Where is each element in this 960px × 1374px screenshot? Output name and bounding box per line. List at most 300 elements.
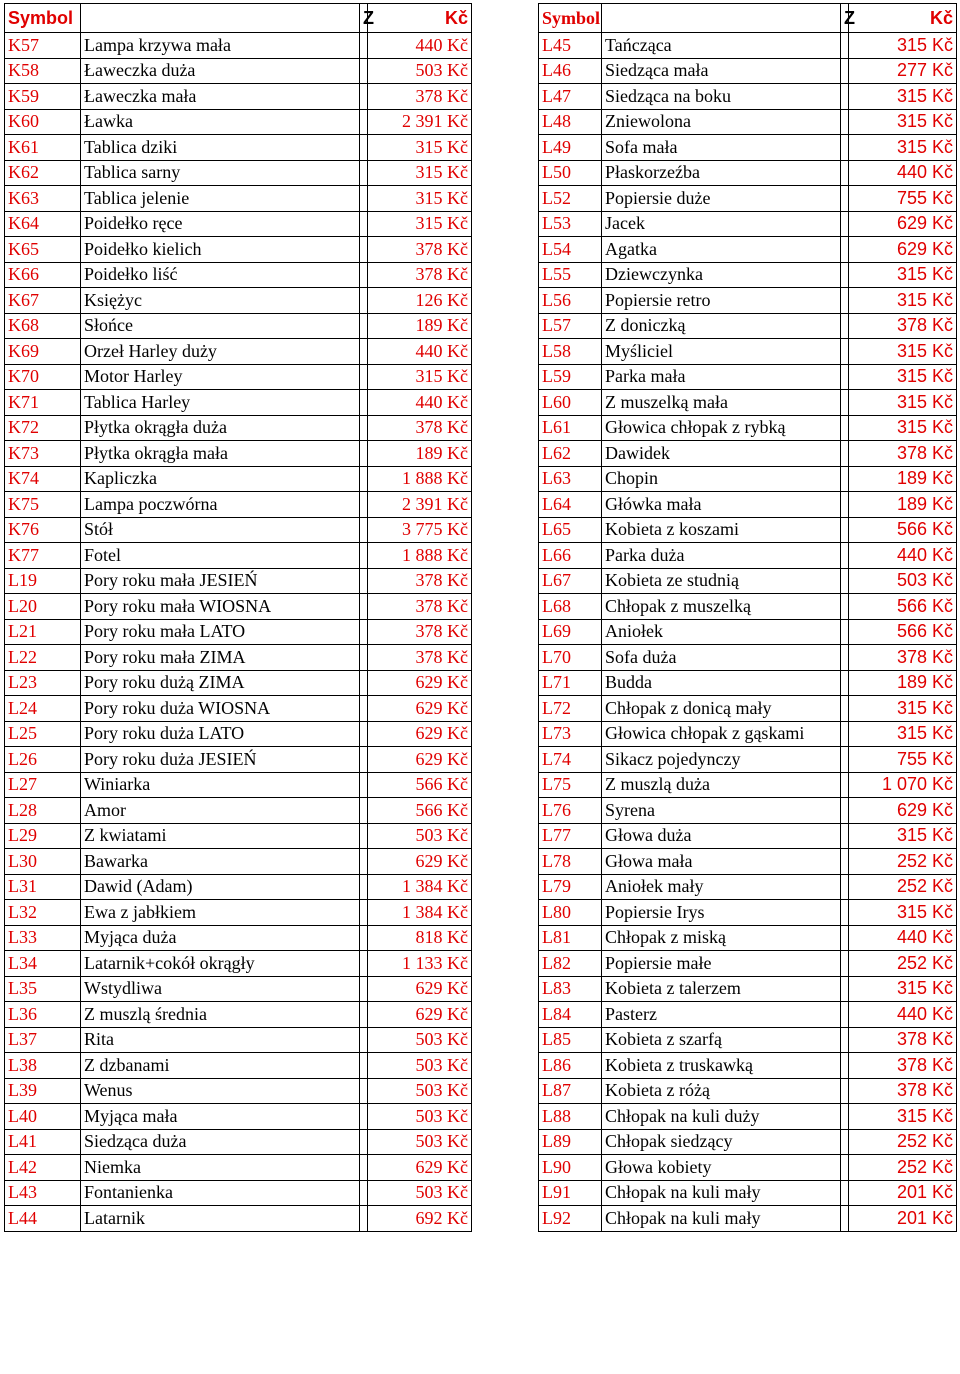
item-code: L20 [5, 594, 81, 620]
item-price: 277 Kč [849, 58, 957, 84]
item-code: L40 [5, 1104, 81, 1130]
item-spacer [841, 33, 849, 59]
item-name: Pory roku mała ZIMA [81, 645, 360, 671]
item-price: 315 Kč [368, 135, 472, 161]
item-code: L78 [539, 849, 602, 875]
table-row [5, 670, 472, 696]
item-name: Dawid (Adam) [81, 874, 360, 900]
item-name: Pory roku mała JESIEŃ [81, 568, 360, 594]
item-code: L75 [539, 772, 602, 798]
item-name: Z kwiatami [81, 823, 360, 849]
item-code: L86 [539, 1053, 602, 1079]
item-name: Tablica Harley [81, 390, 360, 416]
table-row [539, 492, 957, 518]
item-code: L25 [5, 721, 81, 747]
item-name: Winiarka [81, 772, 360, 798]
item-price: 315 Kč [368, 364, 472, 390]
item-code: K77 [5, 543, 81, 569]
item-price: 189 Kč [368, 441, 472, 467]
table-row [5, 976, 472, 1002]
item-price: 1 070 Kč [849, 772, 957, 798]
item-name: Głowica chłopak z gąskami [602, 721, 841, 747]
item-price: 503 Kč [368, 1053, 472, 1079]
item-price: 252 Kč [849, 849, 957, 875]
item-spacer [841, 492, 849, 518]
item-name: Chłopak na kuli duży [602, 1104, 841, 1130]
item-name: Wenus [81, 1078, 360, 1104]
item-code: L50 [539, 160, 602, 186]
item-name: Popiersie Irys [602, 900, 841, 926]
item-price: 566 Kč [849, 619, 957, 645]
table-row [5, 288, 472, 314]
item-code: K69 [5, 339, 81, 365]
item-price: 566 Kč [368, 772, 472, 798]
item-price: 2 391 Kč [368, 109, 472, 135]
item-price: 189 Kč [849, 466, 957, 492]
item-spacer [360, 390, 368, 416]
item-name: Popiersie retro [602, 288, 841, 314]
table-row [5, 84, 472, 110]
item-price: 692 Kč [368, 1206, 472, 1232]
item-name: Pory roku duża WIOSNA [81, 696, 360, 722]
item-code: L73 [539, 721, 602, 747]
table-row [5, 390, 472, 416]
item-price: 629 Kč [368, 747, 472, 773]
table-row [539, 441, 957, 467]
table-row [539, 1104, 957, 1130]
item-spacer [360, 237, 368, 263]
item-code: K66 [5, 262, 81, 288]
header-name [81, 4, 360, 33]
item-price: 440 Kč [368, 339, 472, 365]
table-row [539, 1180, 957, 1206]
item-code: L76 [539, 798, 602, 824]
item-name: Fontanienka [81, 1180, 360, 1206]
item-code: L39 [5, 1078, 81, 1104]
item-name: Głowa duża [602, 823, 841, 849]
item-price: 818 Kč [368, 925, 472, 951]
table-row [5, 849, 472, 875]
item-price: 378 Kč [368, 415, 472, 441]
item-price: 378 Kč [849, 1053, 957, 1079]
item-name: Kobieta z różą [602, 1078, 841, 1104]
item-spacer [360, 58, 368, 84]
table-row [539, 1053, 957, 1079]
item-price: 315 Kč [849, 1104, 957, 1130]
table-row [539, 849, 957, 875]
item-spacer [360, 976, 368, 1002]
header-currency: Kč [849, 4, 957, 33]
item-spacer [841, 390, 849, 416]
item-name: Kobieta z truskawką [602, 1053, 841, 1079]
item-spacer [360, 339, 368, 365]
item-price: 629 Kč [368, 696, 472, 722]
table-row [5, 747, 472, 773]
item-spacer [841, 1078, 849, 1104]
item-price: 440 Kč [368, 390, 472, 416]
item-spacer [841, 441, 849, 467]
table-row [539, 135, 957, 161]
item-code: L34 [5, 951, 81, 977]
table-row [539, 466, 957, 492]
item-code: L68 [539, 594, 602, 620]
item-code: K63 [5, 186, 81, 212]
table-row [539, 670, 957, 696]
price-table-right [538, 3, 957, 1232]
table-header [5, 4, 472, 33]
table-row [5, 925, 472, 951]
item-spacer [360, 288, 368, 314]
item-name: Aniołek [602, 619, 841, 645]
item-spacer [841, 313, 849, 339]
item-price: 1 384 Kč [368, 900, 472, 926]
item-price: 315 Kč [849, 288, 957, 314]
item-spacer [841, 721, 849, 747]
item-spacer [841, 849, 849, 875]
item-price: 503 Kč [368, 1078, 472, 1104]
item-name: Tablica jelenie [81, 186, 360, 212]
item-price: 1 888 Kč [368, 466, 472, 492]
item-code: L41 [5, 1129, 81, 1155]
item-price: 189 Kč [368, 313, 472, 339]
item-price: 315 Kč [849, 339, 957, 365]
item-code: L26 [5, 747, 81, 773]
item-name: Pory roku duża JESIEŃ [81, 747, 360, 773]
header-name [602, 4, 841, 33]
item-price: 503 Kč [368, 58, 472, 84]
item-code: K60 [5, 109, 81, 135]
item-name: Z muszlą duża [602, 772, 841, 798]
table-header [539, 4, 957, 33]
item-code: K68 [5, 313, 81, 339]
item-spacer [841, 670, 849, 696]
item-name: Kobieta ze studnią [602, 568, 841, 594]
item-name: Tańcząca [602, 33, 841, 59]
item-code: L67 [539, 568, 602, 594]
item-price: 378 Kč [368, 237, 472, 263]
header-symbol: Symbol [539, 4, 602, 33]
item-name: Płytka okrągła mała [81, 441, 360, 467]
table-row [539, 339, 957, 365]
item-price: 315 Kč [849, 364, 957, 390]
item-price: 315 Kč [368, 211, 472, 237]
table-row [5, 313, 472, 339]
item-name: Wstydliwa [81, 976, 360, 1002]
item-name: Księżyc [81, 288, 360, 314]
price-table-left [4, 3, 472, 1232]
item-price: 629 Kč [368, 670, 472, 696]
item-spacer [360, 466, 368, 492]
item-code: L79 [539, 874, 602, 900]
item-price: 629 Kč [368, 721, 472, 747]
item-spacer [360, 415, 368, 441]
item-spacer [841, 109, 849, 135]
table-row [5, 492, 472, 518]
table-row [539, 1078, 957, 1104]
item-spacer [360, 84, 368, 110]
item-price: 315 Kč [849, 33, 957, 59]
item-code: L49 [539, 135, 602, 161]
item-spacer [841, 339, 849, 365]
table-row [5, 186, 472, 212]
item-spacer [841, 1002, 849, 1028]
item-spacer [841, 262, 849, 288]
item-code: L33 [5, 925, 81, 951]
table-row [539, 594, 957, 620]
item-spacer [360, 492, 368, 518]
item-price: 189 Kč [849, 670, 957, 696]
table-row [539, 109, 957, 135]
item-spacer [841, 619, 849, 645]
item-code: L82 [539, 951, 602, 977]
item-code: L43 [5, 1180, 81, 1206]
item-price: 503 Kč [368, 1104, 472, 1130]
table-row [539, 84, 957, 110]
item-code: K65 [5, 237, 81, 263]
item-spacer [360, 798, 368, 824]
item-spacer [360, 645, 368, 671]
header-symbol: Symbol [5, 4, 81, 33]
item-code: L24 [5, 696, 81, 722]
item-price: 315 Kč [849, 390, 957, 416]
header-currency: Kč [368, 4, 472, 33]
table-row [539, 288, 957, 314]
table-row [5, 466, 472, 492]
item-spacer [360, 823, 368, 849]
item-spacer [841, 900, 849, 926]
item-name: Amor [81, 798, 360, 824]
item-code: K74 [5, 466, 81, 492]
item-name: Myjąca mała [81, 1104, 360, 1130]
item-code: K73 [5, 441, 81, 467]
item-spacer [360, 109, 368, 135]
item-price: 378 Kč [849, 1027, 957, 1053]
item-spacer [360, 619, 368, 645]
table-row [5, 1104, 472, 1130]
item-price: 378 Kč [849, 1078, 957, 1104]
item-price: 440 Kč [368, 33, 472, 59]
item-code: K70 [5, 364, 81, 390]
item-price: 315 Kč [849, 823, 957, 849]
item-spacer [841, 976, 849, 1002]
table-row [539, 33, 957, 59]
item-name: Bawarka [81, 849, 360, 875]
item-price: 440 Kč [849, 925, 957, 951]
item-code: L71 [539, 670, 602, 696]
item-price: 378 Kč [849, 313, 957, 339]
item-price: 503 Kč [368, 1180, 472, 1206]
item-price: 201 Kč [849, 1206, 957, 1232]
item-code: L44 [5, 1206, 81, 1232]
item-code: L89 [539, 1129, 602, 1155]
item-price: 378 Kč [849, 441, 957, 467]
item-name: Płaskorzeźba [602, 160, 841, 186]
item-name: Kobieta z koszami [602, 517, 841, 543]
item-code: L88 [539, 1104, 602, 1130]
table-row [5, 517, 472, 543]
item-name: Siedząca duża [81, 1129, 360, 1155]
item-spacer [360, 594, 368, 620]
item-spacer [841, 696, 849, 722]
item-code: K75 [5, 492, 81, 518]
item-code: K59 [5, 84, 81, 110]
item-code: L87 [539, 1078, 602, 1104]
item-spacer [360, 1155, 368, 1181]
item-name: Jacek [602, 211, 841, 237]
item-spacer [841, 288, 849, 314]
item-spacer [360, 1078, 368, 1104]
item-price: 315 Kč [849, 262, 957, 288]
item-code: L45 [539, 33, 602, 59]
item-spacer [360, 262, 368, 288]
table-row [5, 211, 472, 237]
item-spacer [841, 594, 849, 620]
item-code: L30 [5, 849, 81, 875]
item-code: L63 [539, 466, 602, 492]
item-name: Chłopak na kuli mały [602, 1180, 841, 1206]
table-row [539, 823, 957, 849]
header-z: Z [841, 4, 849, 33]
item-name: Tablica sarny [81, 160, 360, 186]
item-spacer [360, 874, 368, 900]
item-code: L90 [539, 1155, 602, 1181]
item-name: Pory roku duża LATO [81, 721, 360, 747]
item-name: Głowa kobiety [602, 1155, 841, 1181]
item-spacer [360, 696, 368, 722]
table-row [539, 951, 957, 977]
table-row [5, 237, 472, 263]
item-price: 503 Kč [368, 1129, 472, 1155]
item-spacer [841, 747, 849, 773]
item-price: 315 Kč [849, 976, 957, 1002]
table-row [539, 211, 957, 237]
item-spacer [841, 798, 849, 824]
item-code: L61 [539, 415, 602, 441]
table-row [5, 160, 472, 186]
item-spacer [360, 135, 368, 161]
item-code: K64 [5, 211, 81, 237]
table-row [539, 900, 957, 926]
item-spacer [360, 160, 368, 186]
item-code: L60 [539, 390, 602, 416]
table-row [539, 645, 957, 671]
table-row [5, 874, 472, 900]
item-spacer [360, 517, 368, 543]
item-spacer [841, 543, 849, 569]
item-name: Chłopak na kuli mały [602, 1206, 841, 1232]
item-code: L85 [539, 1027, 602, 1053]
item-code: L70 [539, 645, 602, 671]
item-name: Kobieta z talerzem [602, 976, 841, 1002]
table-row [539, 568, 957, 594]
item-price: 378 Kč [368, 619, 472, 645]
table-row [539, 160, 957, 186]
item-code: L36 [5, 1002, 81, 1028]
item-price: 629 Kč [849, 211, 957, 237]
item-name: Dawidek [602, 441, 841, 467]
table-row [5, 772, 472, 798]
item-name: Chopin [602, 466, 841, 492]
item-name: Latarnik [81, 1206, 360, 1232]
item-code: L48 [539, 109, 602, 135]
table-row [5, 823, 472, 849]
table-row [5, 262, 472, 288]
item-name: Głowica chłopak z rybką [602, 415, 841, 441]
item-name: Pory roku mała WIOSNA [81, 594, 360, 620]
item-code: L35 [5, 976, 81, 1002]
item-code: L69 [539, 619, 602, 645]
item-code: K62 [5, 160, 81, 186]
item-code: L74 [539, 747, 602, 773]
item-name: Kobieta z szarfą [602, 1027, 841, 1053]
item-code: K67 [5, 288, 81, 314]
table-row [539, 390, 957, 416]
item-price: 315 Kč [368, 186, 472, 212]
item-code: L91 [539, 1180, 602, 1206]
item-price: 566 Kč [849, 594, 957, 620]
table-row [539, 543, 957, 569]
item-code: L77 [539, 823, 602, 849]
table-row [539, 696, 957, 722]
table-row [539, 772, 957, 798]
table-row [5, 1053, 472, 1079]
table-row [5, 951, 472, 977]
item-name: Pory roku dużą ZIMA [81, 670, 360, 696]
item-name: Agatka [602, 237, 841, 263]
table-row [539, 1155, 957, 1181]
item-spacer [841, 951, 849, 977]
item-spacer [841, 1180, 849, 1206]
table-row [5, 364, 472, 390]
item-spacer [360, 441, 368, 467]
table-row [5, 415, 472, 441]
item-price: 2 391 Kč [368, 492, 472, 518]
table-row [539, 364, 957, 390]
item-price: 315 Kč [849, 135, 957, 161]
item-name: Chłopak z muszelką [602, 594, 841, 620]
item-code: L54 [539, 237, 602, 263]
table-row [5, 619, 472, 645]
table-row [539, 1206, 957, 1232]
table-body-left [5, 33, 472, 1232]
item-spacer [841, 58, 849, 84]
table-row [5, 1078, 472, 1104]
item-spacer [360, 313, 368, 339]
table-row [539, 747, 957, 773]
table-row [539, 1002, 957, 1028]
item-spacer [360, 951, 368, 977]
item-name: Pory roku mała LATO [81, 619, 360, 645]
item-price: 1 888 Kč [368, 543, 472, 569]
table-row [5, 1027, 472, 1053]
item-spacer [360, 1180, 368, 1206]
table-row [5, 568, 472, 594]
item-code: L23 [5, 670, 81, 696]
table-row [539, 619, 957, 645]
item-spacer [360, 1002, 368, 1028]
item-code: L53 [539, 211, 602, 237]
item-name: Motor Harley [81, 364, 360, 390]
item-code: L28 [5, 798, 81, 824]
item-price: 629 Kč [368, 1002, 472, 1028]
item-price: 503 Kč [849, 568, 957, 594]
table-row [539, 262, 957, 288]
item-spacer [360, 721, 368, 747]
item-spacer [360, 364, 368, 390]
table-row [539, 58, 957, 84]
item-spacer [360, 1104, 368, 1130]
item-spacer [360, 747, 368, 773]
